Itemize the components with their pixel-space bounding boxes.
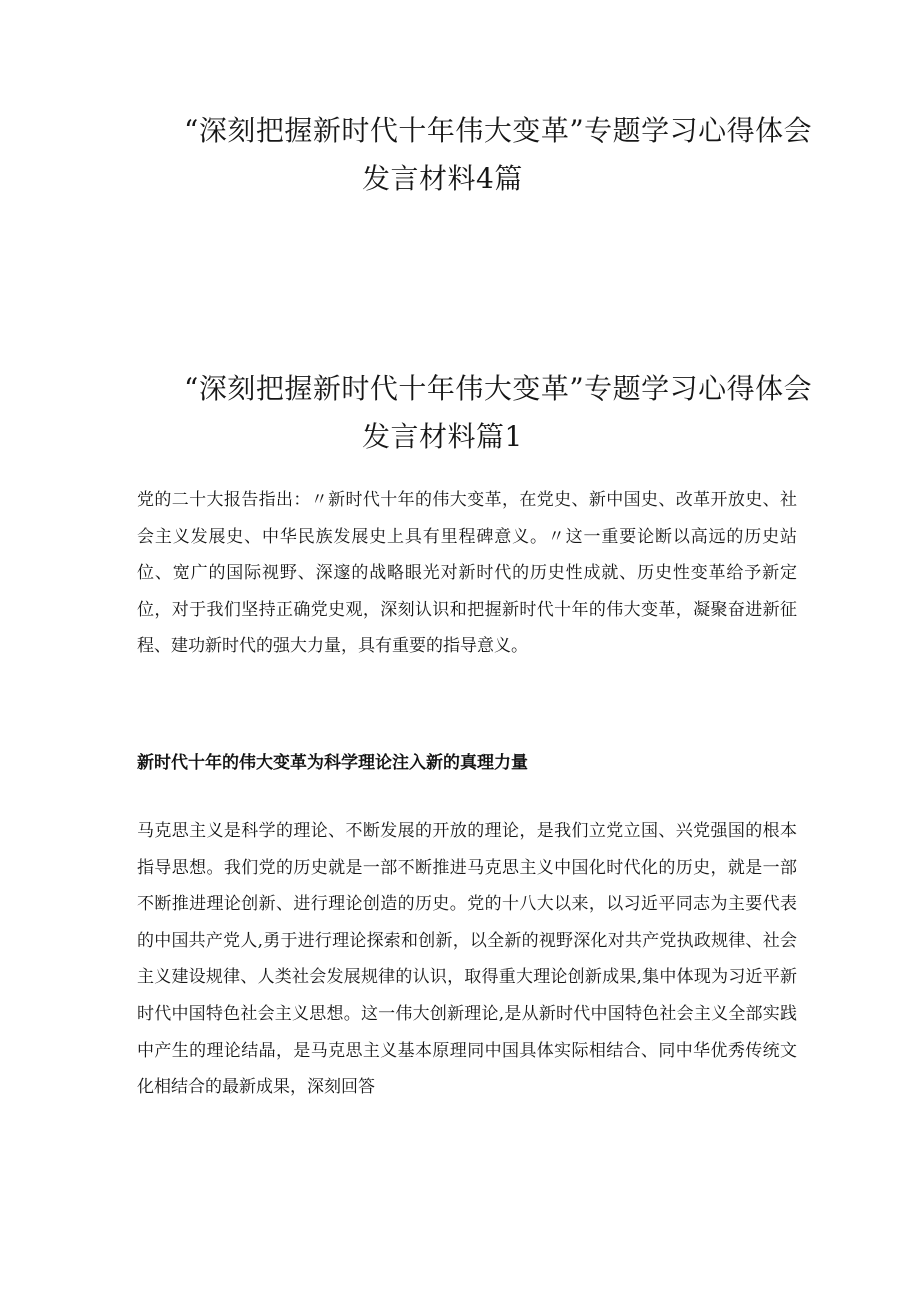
section-title-line-2: 发言材料篇1	[362, 420, 523, 453]
main-title-line-1: “深刻把握新时代十年伟大变革”专题学习心得体会	[184, 114, 813, 147]
paragraph-intro: 党的二十大报告指出：〃新时代十年的伟大变革，在党史、新中国史、改革开放史、社会主义发展史、中华民族发展史上具有里程碑意义。〃这一重要论断以高远的历史站位、宽广的国际视野、深邃的战略眼光对新时代的历史性成就、历史性变革给予新定位，对于我们坚持正确党史观，深刻认识和把握新时代十年的伟大变革，凝聚奋进新征程、建功新时代的强大力量，具有重要的指导意义。	[137, 490, 797, 657]
paragraph-body: 马克思主义是科学的理论、不断发展的开放的理论，是我们立党立国、兴党强国的根本指导思想。我们党的历史就是一部不断推进马克思主义中国化时代化的历史，就是一部不断推进理论创新、进行理论创造的历史。党的十八大以来，以习近平同志为主要代表的中国共产党人,勇于进行理论探索和创新，以全新的视野深化对共产党执政规律、社会主义建设规律、人类社会发展规律的认识，取得重大理论创新成果,集中体现为习近平新时代中国特色社会主义思想。这一伟大创新理论,是从新时代中国特色社会主义全部实践中产生的理论结晶，是马克思主义基本原理同中国具体实际相结合、同中华优秀传统文化相结合的最新成果，深刻回答	[137, 821, 797, 1098]
main-title-line-2: 发言材料4篇	[362, 162, 523, 195]
section-title-line-1: “深刻把握新时代十年伟大变革”专题学习心得体会	[184, 372, 813, 405]
subheading: 新时代十年的伟大变革为科学理论注入新的真理力量	[137, 753, 528, 773]
